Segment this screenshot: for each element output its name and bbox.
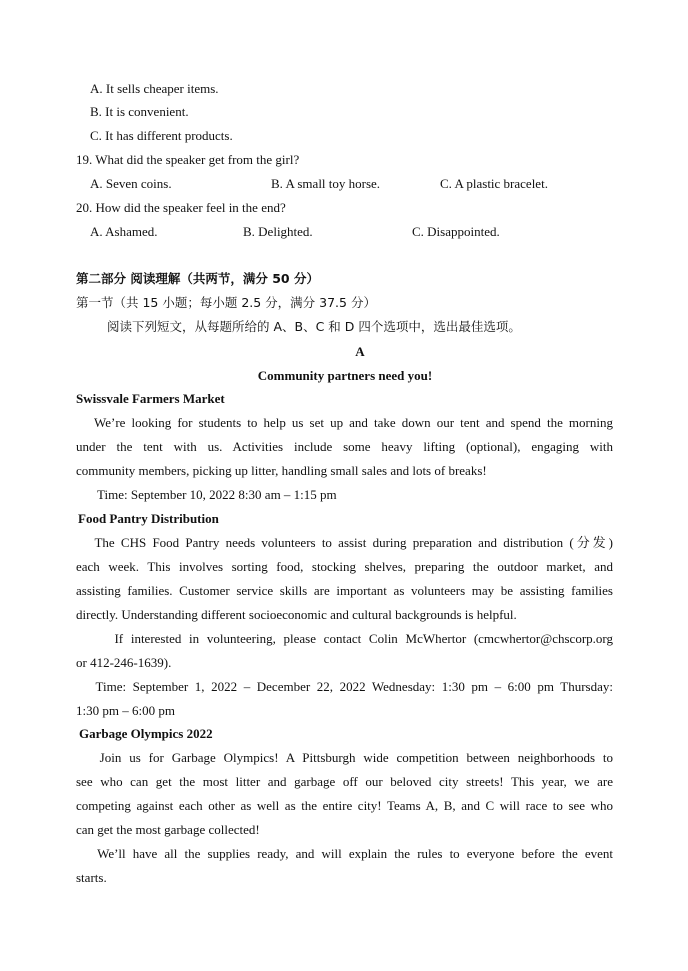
section-2-contact-line-1: If interested in volunteering, please contact Colin McWhertor (cmcwhertor@chscorp.org [76, 631, 613, 646]
q18-option-b: B. It is convenient. [90, 104, 189, 119]
section-3-line-4: can get the most garbage collected! [76, 822, 260, 837]
section-3-line-2: see who can get the most litter and garbage off our beloved city streets! This year, we are [76, 774, 613, 789]
q20-stem: 20. How did the speaker feel in the end? [76, 200, 286, 215]
q20-option-c: C. Disappointed. [412, 224, 500, 239]
section-3-line-6: starts. [76, 870, 107, 885]
section-2-time-line-1: Time: September 1, 2022 – December 22, 2022 Wednesday: 1:30 pm – 6:00 pm Thursday: [76, 679, 613, 694]
section-heading: 第一节（共 15 小题；每小题 2.5 分，满分 37.5 分） [76, 295, 376, 310]
section-2-contact-line-2: or 412-246-1639). [76, 655, 172, 670]
q18-option-c: C. It has different products. [90, 128, 233, 143]
section-1-line-1: We’re looking for students to help us set up and take down our tent and spend the morning [76, 415, 613, 430]
instruction-text: 阅读下列短文，从每题所给的 A、B、C 和 D 四个选项中，选出最佳选项。 [107, 319, 521, 334]
section-3-line-5: We’ll have all the supplies ready, and will explain the rules to everyone before the event [76, 846, 613, 861]
q19-option-a: A. Seven coins. [90, 176, 172, 191]
q18-option-a: A. It sells cheaper items. [90, 81, 219, 96]
section-2-heading: Food Pantry Distribution [78, 511, 219, 526]
section-1-line-3: community members, picking up litter, handling small sales and lots of breaks! [76, 463, 487, 478]
q19-option-c: C. A plastic bracelet. [440, 176, 548, 191]
q19-stem: 19. What did the speaker get from the girl? [76, 152, 300, 167]
q19-option-b: B. A small toy horse. [271, 176, 381, 191]
q20-option-a: A. Ashamed. [90, 224, 158, 239]
passage-letter: A [355, 344, 365, 359]
section-3-heading: Garbage Olympics 2022 [79, 726, 213, 741]
section-1-heading: Swissvale Farmers Market [76, 391, 225, 406]
section-2-line-1: The CHS Food Pantry needs volunteers to assist during preparation and distribution (分发) [76, 535, 613, 550]
section-2-line-4: directly. Understanding different socioeconomic and cultural backgrounds is helpful. [76, 607, 517, 622]
passage-title: Community partners need you! [257, 368, 433, 383]
section-3-line-1: Join us for Garbage Olympics! A Pittsburgh wide competition between neighborhoods to [76, 750, 613, 765]
section-1-line-2: under the tent with us. Activities include some heavy lifting (optional), engaging with [76, 439, 613, 454]
section-2-line-2: each week. This involves sorting food, stocking shelves, preparing the outdoor market, and [76, 559, 613, 574]
section-1-time: Time: September 10, 2022 8:30 am – 1:15 pm [97, 487, 337, 502]
part-heading: 第二部分 阅读理解（共两节，满分 50 分） [76, 271, 319, 286]
section-3-line-3: competing against each other as well as the entire city! Teams A, B, and C will race to see who [76, 798, 613, 813]
section-2-time-line-2: 1:30 pm – 6:00 pm [76, 703, 175, 718]
section-2-line-3: assisting families. Customer service skills are important as volunteers may be assisting families [76, 583, 613, 598]
q20-option-b: B. Delighted. [243, 224, 313, 239]
